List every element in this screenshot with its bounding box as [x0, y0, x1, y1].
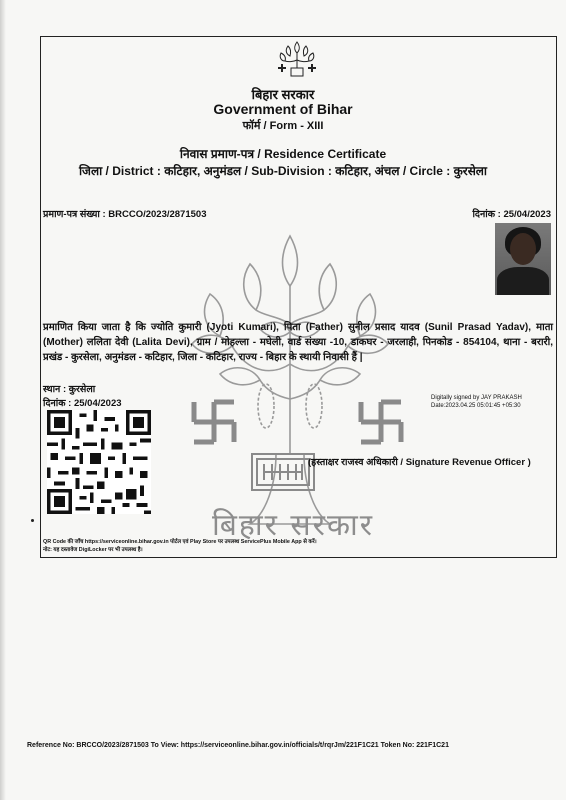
- digilocker-note-line: नोट: यह दस्तावेज DigiLocker पर भी उपलब्ध है।: [43, 547, 143, 553]
- certificate-date: दिनांक : 25/04/2023: [472, 209, 551, 220]
- issue-date-text: दिनांक : 25/04/2023: [43, 398, 122, 409]
- form-number: फॉर्म / Form - XIII: [242, 120, 324, 132]
- footer-reference: Reference No: BRCCO/2023/2871503 To View: https://serviceonline.bihar.gov.in/officials/t/rqrJm/221F1C21 Token No: 221F1C21: [27, 742, 449, 749]
- certificate-number: प्रमाण-पत्र संख्या : BRCCO/2023/2871503: [43, 209, 207, 220]
- signature-officer: (हस्ताक्षर राजस्व अधिकारी / Signature Revenue Officer ): [308, 457, 531, 468]
- watermark-text: बिहार सरकार: [212, 508, 375, 543]
- qr-note-line: QR Code की जाँच https://serviceonline.bihar.gov.in पोर्टल एवं Play Store पर उपलब्ध ServicePlus Mobile App से करें।: [43, 539, 317, 545]
- digital-signature-date: Date:2023.04.25 05:01:45 +05:30: [431, 403, 521, 409]
- header-government: Government of Bihar: [213, 101, 353, 117]
- certificate-body-text: प्रमाणित किया जाता है कि ज्योति कुमारी (Jyoti Kumari), पिता (Father) सुनील प्रसाद यादव (Sunil Prasad Yadav), माता (Mother) ललिता देवी (Lalita Devi), ग्राम / मोहल्ला - मघेली, वार्ड संख्या -10, डाकघर - जरलाही, पिनकोड - 854104, थाना - बरारी, प्रखंड - कुरसेला, अनुमंडल - कटिहार, जिला - कटिहार, राज्य - बिहार के स्थायी निवासी हैं |: [43, 322, 553, 363]
- header-hindi-title: बिहार सरकार: [251, 87, 315, 102]
- place-text: स्थान : कुरसेला: [43, 384, 96, 395]
- bodhi-tree-icon: [180, 224, 400, 544]
- bihar-logo-icon: [250, 452, 316, 492]
- applicant-photo: [495, 223, 551, 295]
- qr-code-icon[interactable]: [47, 410, 151, 514]
- swastika-icon: [190, 398, 238, 446]
- ink-dot: [31, 519, 34, 522]
- digital-signature-line1: Digitally signed by JAY PRAKASH: [431, 395, 522, 401]
- certificate-title: निवास प्रमाण-पत्र / Residence Certificate: [179, 147, 387, 161]
- swastika-icon: [357, 398, 405, 446]
- state-emblem-icon: [274, 40, 320, 80]
- district-line: जिला / District : कटिहार, अनुमंडल / Sub-Division : कटिहार, अंचल / Circle : कुरसेला: [78, 164, 488, 178]
